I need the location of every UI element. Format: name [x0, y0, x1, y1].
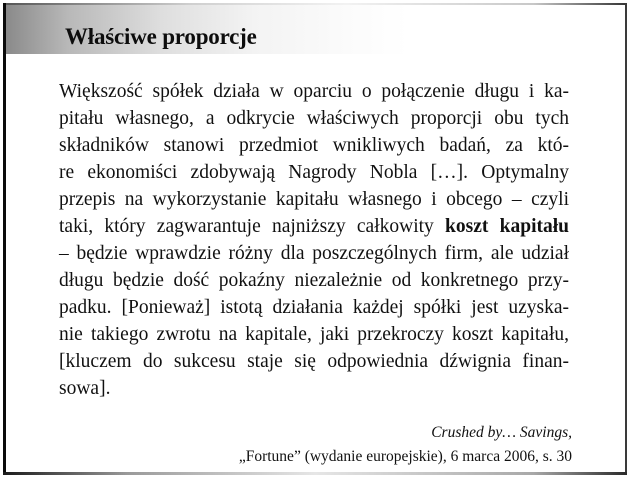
citation-title: Crushed by… Savings,: [431, 424, 572, 441]
box-border-top: [3, 3, 627, 5]
citation: [239, 421, 572, 469]
box-border-right: [625, 3, 627, 475]
body-line-with-term: [59, 213, 569, 240]
box-header: [6, 5, 625, 54]
body-line: nie takiego zwrotu na kapitale, jaki przekroczy koszt kapitału,: [59, 324, 569, 345]
box-border-bottom: [3, 472, 627, 475]
body-line: sowa].: [59, 378, 111, 399]
box-title: Właściwe proporcje: [65, 24, 257, 49]
quote-body: [59, 78, 569, 402]
body-line: re ekonomiści zdobywają Nagrody Nobla […]. Optymalny: [59, 162, 569, 183]
body-line: długu będzie dość pokaźny niezależnie od konkretnego przy-: [59, 270, 569, 291]
body-line: – będzie wprawdzie różny dla poszczególnych firm, ale udział: [59, 243, 569, 264]
body-line: padku. [Ponieważ] istotą działania każdej spółki jest uzyska-: [59, 297, 569, 318]
body-line: pitału własnego, a odkrycie właściwych proporcji obu tych: [59, 108, 569, 129]
body-line: Większość spółek działa w oparciu o połączenie długu i ka-: [59, 81, 569, 102]
box-border-left: [3, 3, 6, 475]
key-term: koszt kapitału: [445, 216, 570, 237]
body-line-text: taki, który zagwarantuje najniższy całkowity: [59, 216, 446, 237]
body-line: składników stanowi przedmiot wnikliwych badań, za któ-: [59, 135, 569, 156]
body-line: przepis na wykorzystanie kapitału własnego i obcego – czyli: [59, 189, 569, 210]
citation-publication: „Fortune” (wydanie europejskie), 6 marca 2006, s. 30: [238, 448, 572, 465]
body-line: [kluczem do sukcesu staje się odpowiednia dźwignia finan-: [59, 351, 569, 372]
